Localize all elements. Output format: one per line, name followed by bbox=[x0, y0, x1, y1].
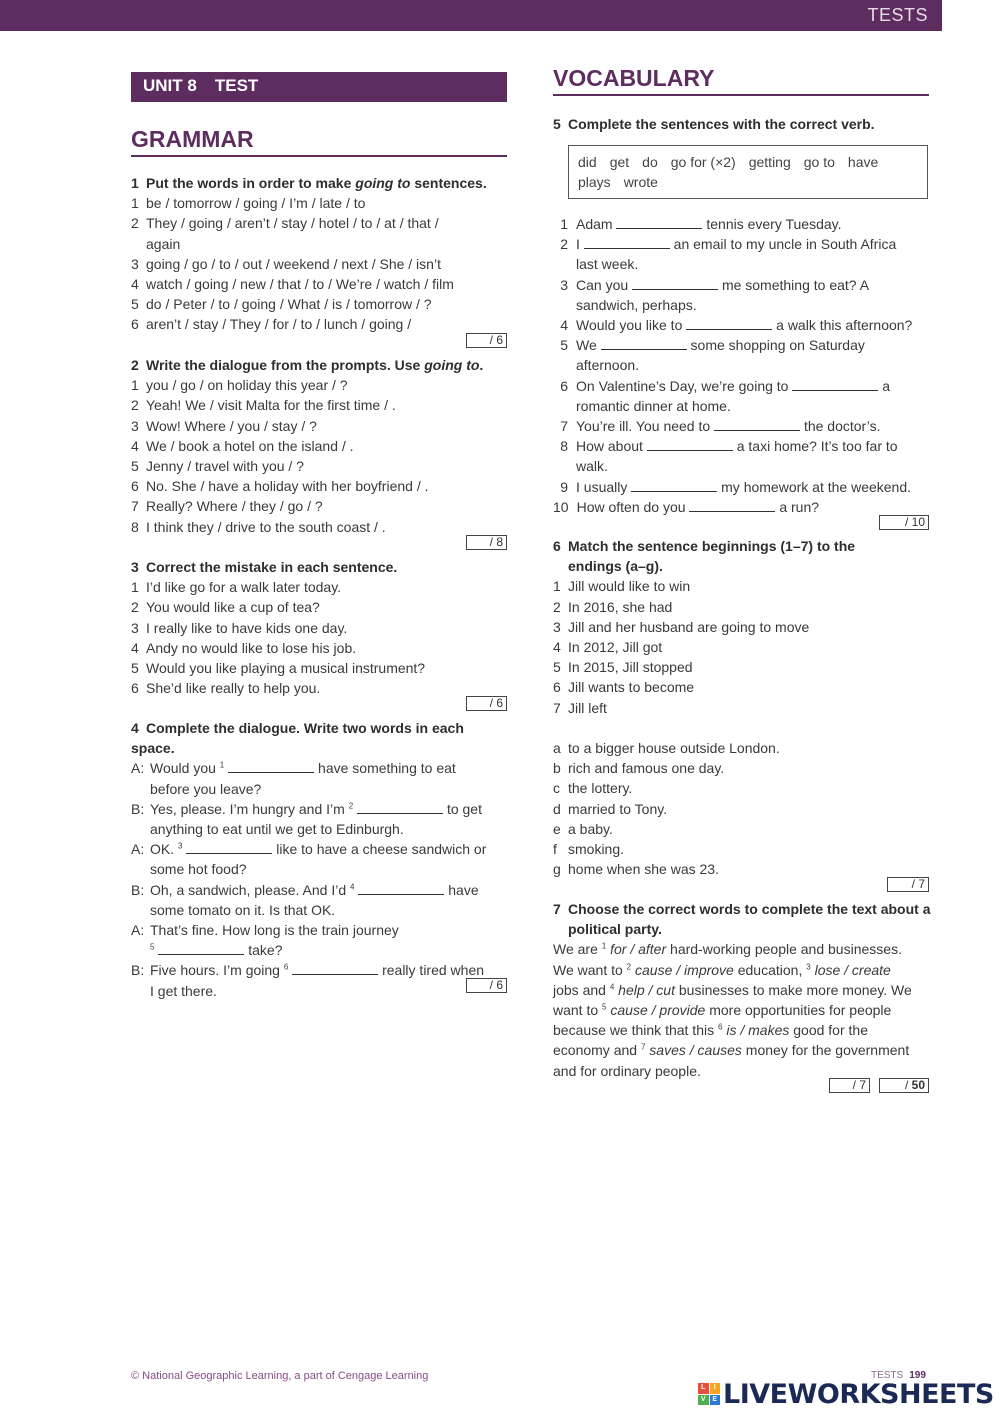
list-item: 2 They / going / aren’t / stay / hotel / to / at / that / bbox=[131, 215, 439, 232]
answer-blank[interactable] bbox=[631, 480, 717, 492]
paragraph-line: and for ordinary people. bbox=[553, 1062, 701, 1079]
question-2-heading: 2 Write the dialogue from the prompts. Use going to. bbox=[131, 357, 484, 373]
list-item: 6 No. She / have a holiday with her boyfriend / . bbox=[131, 478, 429, 495]
question-1-heading: 1 Put the words in order to make going to sentences. bbox=[131, 175, 487, 191]
word-box-line-1: did get do go for (×2) getting go to have bbox=[578, 154, 879, 170]
choice-6[interactable]: is / makes bbox=[726, 1022, 790, 1039]
question-7 bbox=[553, 899, 931, 1081]
unit-banner bbox=[131, 72, 507, 102]
question-6 bbox=[553, 536, 929, 879]
question-7-heading-cont: political party. bbox=[568, 921, 662, 938]
list-item: 5 Would you like playing a musical instrument? bbox=[131, 660, 426, 677]
answer-blank[interactable] bbox=[714, 419, 800, 431]
dialogue-line: B: Yes, please. I’m hungry and I’m $^2$ to get bbox=[131, 800, 482, 817]
list-item: 1 you / go / on holiday this year / ? bbox=[131, 377, 348, 394]
list-item: 4 watch / going / new / that / to / We’re / watch / film bbox=[131, 276, 454, 293]
dialogue-line: B: Five hours. I’m going $^6$ really tired when bbox=[131, 962, 485, 979]
question-5-items bbox=[553, 214, 933, 517]
question-4-heading: 4 Complete the dialogue. Write two words in each space. bbox=[131, 720, 464, 757]
list-item: 2 Yeah! We / visit Malta for the first time / . bbox=[131, 397, 396, 414]
list-item: 3 Jill and her husband are going to move bbox=[553, 618, 810, 635]
paragraph-line: jobs and $^4$ help / cut businesses to make more money. We bbox=[553, 981, 912, 998]
paragraph-line: economy and $^7$ saves / causes money for the government bbox=[553, 1042, 910, 1059]
question-2 bbox=[131, 355, 507, 537]
list-item-continuation: romantic dinner at home. bbox=[576, 397, 731, 414]
question-7-heading: 7 Choose the correct words to complete the text about a bbox=[553, 901, 931, 917]
dialogue-line: A: Would you $^1$ have something to eat bbox=[131, 760, 456, 777]
list-item-continuation: again bbox=[146, 235, 181, 252]
list-item: 5 do / Peter / to / going / What / is / tomorrow / ? bbox=[131, 296, 432, 313]
question-6-heading-cont: endings (a–g). bbox=[568, 558, 663, 575]
question-3 bbox=[131, 557, 507, 698]
page-number: TESTS 199 bbox=[871, 1370, 926, 1381]
liveworksheets-icon: L I V E bbox=[698, 1383, 720, 1405]
list-item: 1 Jill would like to win bbox=[553, 578, 691, 595]
list-item: 6 On Valentine’s Day, we’re going to a bbox=[560, 377, 891, 394]
dialogue-continuation: some tomato on it. Is that OK. bbox=[150, 901, 336, 918]
list-item: g home when she was 23. bbox=[553, 861, 719, 878]
answer-blank[interactable] bbox=[292, 963, 378, 975]
answer-blank[interactable] bbox=[647, 439, 733, 451]
list-item-continuation: afternoon. bbox=[576, 357, 640, 374]
answer-blank[interactable] bbox=[792, 379, 878, 391]
list-item: b rich and famous one day. bbox=[553, 760, 725, 777]
top-bar bbox=[0, 0, 942, 31]
choice-3[interactable]: lose / create bbox=[814, 961, 891, 978]
list-item: 3 Wow! Where / you / stay / ? bbox=[131, 417, 317, 434]
dialogue-continuation: anything to eat until we get to Edinburgh. bbox=[150, 821, 404, 838]
list-item: d married to Tony. bbox=[553, 800, 668, 817]
question-1 bbox=[131, 173, 507, 335]
list-item: 8 How about a taxi home? It’s too far to bbox=[560, 438, 898, 455]
list-item: 2 In 2016, she had bbox=[553, 598, 673, 615]
answer-blank[interactable] bbox=[686, 318, 772, 330]
dialogue-line: A: That’s fine. How long is the train journey bbox=[131, 922, 399, 939]
paragraph-line: because we think that this $^6$ is / makes good for the bbox=[553, 1022, 868, 1039]
dialogue-continuation: I get there. bbox=[150, 982, 217, 999]
choice-2[interactable]: cause / improve bbox=[635, 961, 734, 978]
list-item: 6 She’d like really to help you. bbox=[131, 680, 321, 697]
list-item: 5 In 2015, Jill stopped bbox=[553, 659, 693, 676]
list-item: 4 We / book a hotel on the island / . bbox=[131, 437, 354, 454]
answer-blank[interactable] bbox=[357, 802, 443, 814]
score-box-q3[interactable]: / 6 bbox=[466, 696, 507, 711]
list-item: 5 Jenny / travel with you / ? bbox=[131, 458, 304, 475]
paragraph-line: We want to $^2$ cause / improve education, $^3$ lose / create bbox=[553, 961, 891, 978]
list-item: c the lottery. bbox=[553, 780, 633, 797]
list-item: 3 I really like to have kids one day. bbox=[131, 619, 348, 636]
list-item: 4 In 2012, Jill got bbox=[553, 639, 663, 656]
dialogue-line: B: Oh, a sandwich, please. And I’d $^4$ have bbox=[131, 881, 479, 898]
list-item: 1 I’d like go for a walk later today. bbox=[131, 579, 342, 596]
list-item: 4 Andy no would like to lose his job. bbox=[131, 639, 357, 656]
list-item: e a baby. bbox=[553, 820, 613, 837]
answer-blank[interactable] bbox=[228, 761, 314, 773]
answer-blank[interactable] bbox=[689, 500, 775, 512]
question-5-heading: 5 Complete the sentences with the correct verb. bbox=[553, 116, 875, 132]
dialogue-continuation: $^5$ take? bbox=[150, 942, 283, 959]
list-item-continuation: walk. bbox=[576, 458, 608, 475]
list-item: 7 You’re ill. You need to the doctor’s. bbox=[560, 418, 881, 435]
question-4 bbox=[131, 718, 507, 1001]
dialogue-line: A: OK. $^3$ like to have a cheese sandwich or bbox=[131, 841, 487, 858]
score-box-q6[interactable]: / 7 bbox=[887, 877, 929, 892]
vocabulary-title: VOCABULARY bbox=[553, 65, 929, 96]
list-item: 2 I an email to my uncle in South Africa bbox=[560, 236, 897, 253]
list-item: 3 going / go / to / out / weekend / next / She / isn’t bbox=[131, 255, 441, 272]
word-box-line-2: plays wrote bbox=[578, 174, 658, 190]
answer-blank[interactable] bbox=[632, 278, 718, 290]
list-item: 7 Jill left bbox=[553, 699, 607, 716]
dialogue-continuation: some hot food? bbox=[150, 861, 247, 878]
score-box-q2[interactable]: / 8 bbox=[466, 535, 507, 550]
answer-blank[interactable] bbox=[584, 237, 670, 249]
list-item: 7 Really? Where / they / go / ? bbox=[131, 498, 323, 515]
choice-4[interactable]: help / cut bbox=[618, 981, 675, 998]
total-score: 50 bbox=[911, 1078, 925, 1092]
choice-5[interactable]: cause / provide bbox=[610, 1002, 706, 1019]
score-box-q4[interactable]: / 6 bbox=[466, 978, 507, 993]
list-item: 10 How often do you a run? bbox=[553, 498, 820, 515]
answer-blank[interactable] bbox=[601, 338, 687, 350]
list-item: 5 We some shopping on Saturday bbox=[560, 337, 865, 354]
list-item: 4 Would you like to a walk this afternoon? bbox=[560, 317, 913, 334]
list-item: f smoking. bbox=[553, 841, 625, 858]
choice-1[interactable]: for / after bbox=[610, 941, 667, 958]
score-box-q7[interactable]: / 7 bbox=[829, 1078, 870, 1093]
list-item: 1 Adam tennis every Tuesday. bbox=[560, 216, 842, 232]
answer-blank[interactable] bbox=[616, 217, 702, 229]
paragraph-line: We are $^1$ for / after hard-working people and businesses. bbox=[553, 941, 902, 958]
list-item-continuation: sandwich, perhaps. bbox=[576, 296, 697, 313]
list-item: a to a bigger house outside London. bbox=[553, 740, 780, 757]
choice-7[interactable]: saves / causes bbox=[649, 1042, 742, 1059]
list-item: 8 I think they / drive to the south coast / . bbox=[131, 518, 386, 535]
total-score-box[interactable]: / 50 bbox=[879, 1078, 929, 1093]
paragraph-line: want to $^5$ cause / provide more opportunities for people bbox=[553, 1002, 892, 1019]
dialogue-continuation: before you leave? bbox=[150, 780, 262, 797]
score-box-q5[interactable]: / 10 bbox=[879, 515, 929, 530]
test-label: TEST bbox=[214, 76, 259, 95]
word-box bbox=[568, 145, 928, 199]
unit-label: UNIT 8 bbox=[143, 76, 197, 95]
question-6-heading: 6 Match the sentence beginnings (1–7) to the bbox=[553, 538, 856, 554]
list-item: 6 aren’t / stay / They / for / to / lunch / going / bbox=[131, 316, 412, 333]
list-item: 6 Jill wants to become bbox=[553, 679, 695, 696]
answer-blank[interactable] bbox=[358, 883, 444, 895]
grammar-title: GRAMMAR bbox=[131, 126, 507, 157]
list-item: 2 You would like a cup of tea? bbox=[131, 599, 320, 616]
list-item: 3 Can you me something to eat? A bbox=[560, 276, 870, 293]
copyright: © National Geographic Learning, a part of Cengage Learning bbox=[131, 1370, 429, 1382]
liveworksheets-wordmark: LIVEWORKSHEETS bbox=[723, 1378, 994, 1410]
answer-blank[interactable] bbox=[158, 943, 244, 955]
score-box-q1[interactable]: / 6 bbox=[466, 333, 507, 348]
answer-blank[interactable] bbox=[186, 842, 272, 854]
list-item-continuation: last week. bbox=[576, 256, 639, 273]
header-label: TESTS bbox=[867, 5, 928, 25]
liveworksheets-logo[interactable] bbox=[698, 1379, 994, 1409]
list-item: 9 I usually my homework at the weekend. bbox=[560, 478, 912, 495]
question-3-heading: 3 Correct the mistake in each sentence. bbox=[131, 559, 398, 575]
list-item: 1 be / tomorrow / going / I’m / late / to bbox=[131, 195, 366, 212]
